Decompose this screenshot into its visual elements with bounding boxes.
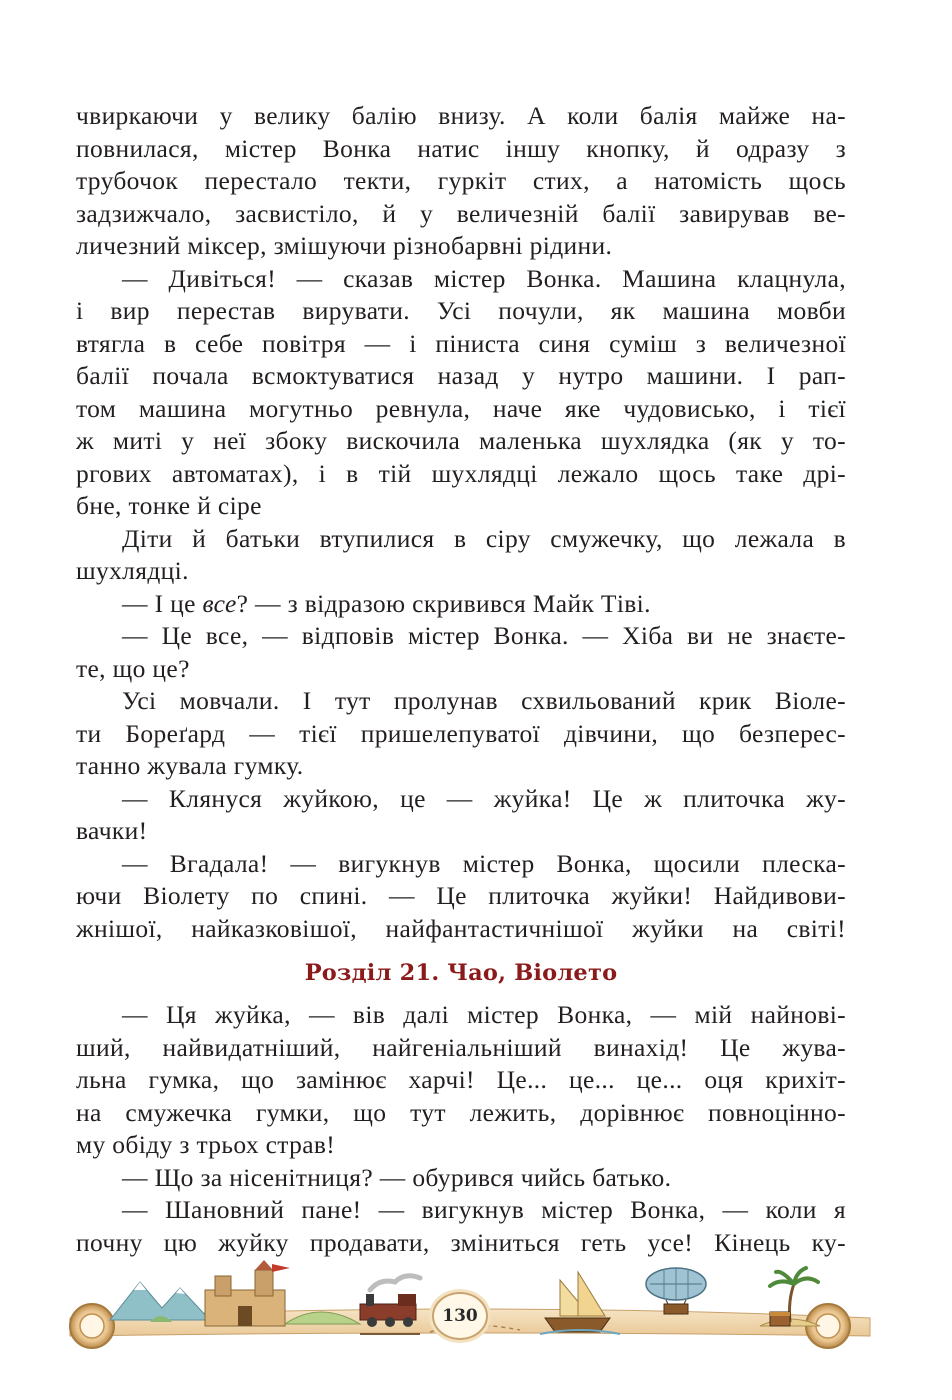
text-line: — Це все, — відповів містер Вонка. — Хіба ви не знаєте- (122, 621, 846, 650)
text-line: на смужечка гумки, що тут лежить, дорівнює повноцінно- (76, 1097, 846, 1127)
mountains-icon (110, 1282, 210, 1322)
text-line: му обіду з трьох страв! (76, 1130, 336, 1159)
chapter-heading: Розділ 21. Чао, Віолето (304, 960, 618, 986)
text-before-heading (76, 100, 846, 945)
text-line: — Вгадала! — вигукнув містер Вонка, щосили плеска- (122, 848, 846, 878)
text-line: ти Бореґард — тієї пришелепуватої дівчини, що безперес- (76, 718, 846, 748)
text-line: задзижчало, засвистіло, й у величезній балії завирував ве- (76, 198, 846, 228)
text-line: почну цю жуйку продавати, зміниться геть усе! Кінець ку- (76, 1227, 846, 1257)
text-line: Усі мовчали. І тут пролунав схвильований крик Віоле- (122, 686, 846, 715)
text-line: вачки! (76, 816, 148, 845)
text-line: балії почала всмоктуватися назад у нутро машини. І рап- (76, 361, 846, 390)
left-end-ornament (70, 1304, 114, 1348)
castle-icon (205, 1260, 290, 1326)
text-line: ж миті у неї збоку вискочила маленька шухлядка (як у то- (76, 426, 846, 455)
text-line: — Що за нісенітниця? — обурився чийсь батько. (122, 1162, 672, 1192)
text-fragment: ? — з відразою скривився Майк Тіві. (236, 588, 651, 618)
text-line: і вир перестав вирувати. Усі почули, як машина мовби (76, 296, 846, 325)
text-line: бне, тонке й сіре (76, 491, 262, 520)
text-line: — Ця жуйка, — вів далі містер Вонка, — мій найнові- (122, 1000, 846, 1029)
text-fragment: — І це (122, 588, 203, 618)
page-number: 130 (432, 1292, 488, 1340)
text-line: втягла в себе повітря — і пiниста синя суміш з величезної (76, 328, 846, 358)
text-line: ючи Віолету по спині. — Це плиточка жуйки! Найдивови- (76, 881, 846, 910)
text-line: трубочок перестало текти, гуркіт стих, а натомість щось (76, 166, 846, 195)
text-line: жнішої, найказковішої, найфантастичнішої жуйки на світі! (76, 913, 846, 943)
text-line: том машина могутньо ревнула, наче яке чудовисько, і тієї (76, 393, 846, 423)
text-line: Діти й батьки втупилися в сіру смужечку, що лежала в (122, 523, 846, 553)
text-line: — Дивіться! — сказав містер Вонка. Машина клацнула, (122, 263, 846, 293)
text-line: те, що це? (76, 653, 190, 683)
text-line: ший, найвидатніший, найгеніальніший винахід! Це жува- (76, 1032, 846, 1062)
text-line: танно жувала гумку. (76, 751, 304, 780)
treasure-chest-icon (770, 1312, 790, 1326)
airship-icon (646, 1268, 706, 1314)
page-text (76, 100, 846, 1259)
text-line: льна гумка, що замінює харчі! Це... це... це... оця крихіт- (76, 1065, 846, 1094)
text-line: шухлядці. (76, 556, 189, 585)
text-line (76, 588, 846, 621)
text-line: — Шановний пане! — вигукнув містер Вонка, — коли я (122, 1195, 846, 1224)
text-line: повнилася, містер Вонка натис іншу кнопку, й одразу з (76, 133, 846, 163)
italic-word: все (202, 588, 237, 618)
text-line: личезний міксер, змішуючи різнобарвні рідини. (76, 231, 613, 260)
text-line: — Клянуся жуйкою, це — жуйка! Це ж плиточка жу- (122, 783, 846, 813)
text-line: ргових автоматах), і в тій шухлядці лежало щось таке дрі- (76, 458, 846, 488)
steam-train-icon (360, 1276, 420, 1334)
text-after-heading (76, 999, 846, 1259)
text-line: чвиркаючи у велику балію внизу. А коли балія майже на- (76, 101, 846, 130)
